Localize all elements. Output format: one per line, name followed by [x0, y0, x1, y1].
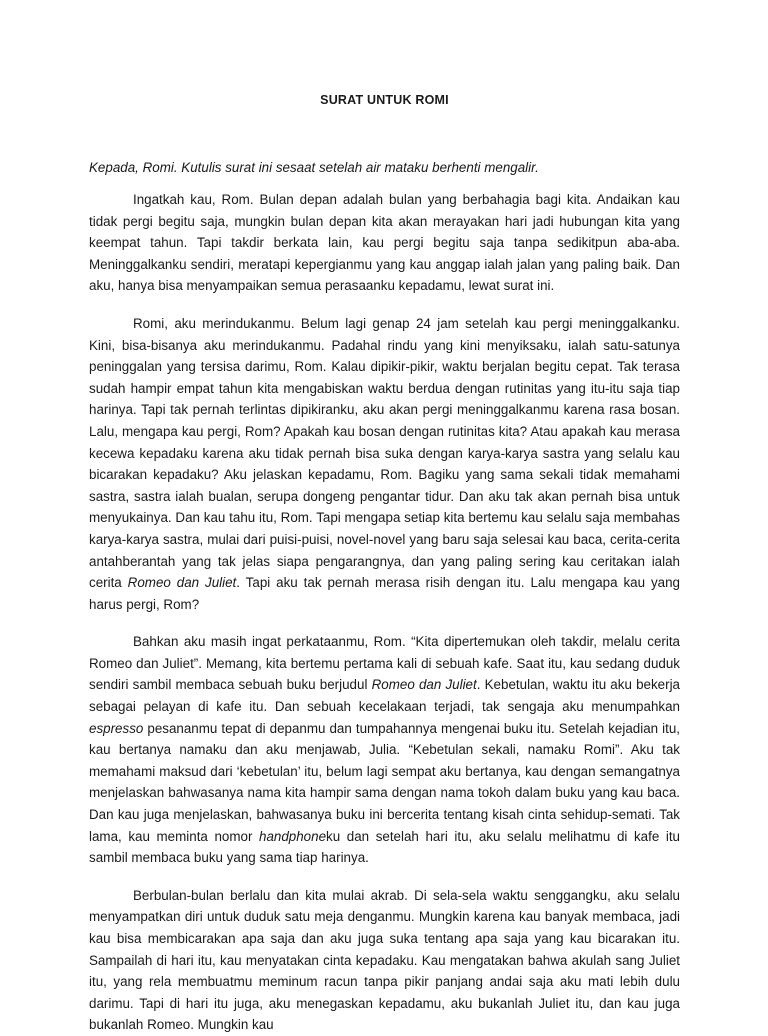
paragraph-3-book-title: Romeo dan Juliet [371, 677, 477, 693]
paragraph-1: Ingatkah kau, Rom. Bulan depan adalah bulan yang berbahagia bagi kita. Andaikan kau tidak pergi begitu saja, mungkin bulan depan kita akan merayakan hari jadi hubungan kita yang keempat tahun. Tapi takdir berkata lain, kau pergi begitu saja tanpa sedikitpun aba-aba. Meninggalkanku sendiri, meratapi kepergianmu yang kau anggap ialah jalan yang paling baik. Dan aku, hanya bisa menyampaikan semua perasaanku kepadamu, lewat surat ini. [89, 192, 680, 294]
paragraph-3-espresso: espresso [89, 720, 144, 736]
paragraph-2 [89, 313, 680, 615]
paragraph-4: Berbulan-bulan berlalu dan kita mulai akrab. Di sela-sela waktu senggangku, aku selalu menyampatkan diri untuk duduk satu meja denganmu. Mungkin karena kau banyak membaca, jadi kau bisa membicarakan apa saja dan aku juga suka tentang apa saja yang kau bicarakan itu. Sampailah di hari itu, kau menyatakan cinta kepadaku. Kau mengatakan bahwa akulah sang Juliet itu, yang rela membuatmu meminum racun tanpa pikir panjang andai saja aku mati lebih dulu darimu. Tapi di hari itu juga, aku menegaskan kepadamu, aku bukanlah Juliet itu, dan kau juga bukanlah Romeo. Mungkin kau [89, 887, 680, 1033]
letter-salutation: Kepada, Romi. Kutulis surat ini sesaat setelah air mataku berhenti mengalir. [89, 160, 539, 175]
paragraph-3 [89, 631, 680, 869]
paragraph-3-text-2: . Kebetulan, waktu itu aku bekerja sebagai pelayan di kafe itu. Dan sebuah kecelakaan terjadi, tak sengaja aku menumpahkan [89, 677, 680, 715]
paragraph-3-text-1: Bahkan aku masih ingat perkataanmu, Rom. “Kita dipertemukan oleh takdir, melalu cerita Romeo dan Juliet”. Memang, kita bertemu pertama kali di sebuah kafe. Saat itu, kau sedang duduk sendiri sambil membaca sebuah buku berjudul [89, 634, 680, 693]
paragraph-3-text-4: ku dan setelah hari itu, aku selalu melihatmu di kafe itu sambil membaca buku yang sama tiap harinya. [89, 828, 680, 866]
letter-title: SURAT UNTUK ROMI [320, 93, 449, 107]
paragraph-3-text-3: pesananmu tepat di depanmu dan tumpahannya mengenai buku itu. Setelah kejadian itu, kau bertanya namaku dan aku menjawab, Julia. “Kebetulan sekali, namaku Romi”. Aku tak memahami maksud dari ‘kebetulan’ itu, belum lagi sempat aku bertanya, kau dengan semangatnya menjelaskan bahwasanya nama kita hampir sama dengan nama tokoh dalam buku yang kau baca. Dan kau juga menjelaskan, bahwasanya buku ini bercerita tentang kisah cinta sehidup-semati. Tak lama, kau meminta nomor [89, 720, 680, 844]
paragraph-2-text-2: . Tapi aku tak pernah merasa risih dengan itu. Lalu mengapa kau yang harus pergi, Rom? [89, 575, 680, 612]
paragraph-2-book-title: Romeo dan Juliet [127, 575, 237, 591]
paragraph-2-text-1: Romi, aku merindukanmu. Belum lagi genap 24 jam setelah kau pergi meninggalkanku. Kini, bisa-bisanya aku merindukanmu. Padahal rindu yang kini menyiksaku, ialah satu-satunya peninggalan yang tersisa darimu, Rom. Kalau dipikir-pikir, waktu berjalan begitu cepat. Tak terasa sudah hampir empat tahun kita mengabiskan waktu berdua dengan rutinitas yang itu-itu saja tiap harinya. Tapi tak pernah terlintas dipikiranku, aku akan pergi meninggalkanmu karena rasa bosan. Lalu, mengapa kau pergi, Rom? Apakah kau bosan dengan rutinitas kita? Atau apakah kau merasa kecewa kepadaku karena aku tidak pernah bisa suka dengan karya-karya sastra yang selalu kau bicarakan kepadaku? Aku jelaskan kepadamu, Rom. Bagiku yang sama sekali tidak memahami sastra, sastra ialah bualan, serupa dongeng pengantar tidur. Dan aku tak akan pernah bisa untuk menyukainya. Dan kau tahu itu, Rom. Tapi mengapa setiap kita bertemu kau selalu saja membahas karya-karya sastra, mulai dari puisi-puisi, novel-novel yang baru saja selesai kau baca, cerita-cerita antahberantah yang tak jelas siapa pengarangnya, dan yang paling sering kau ceritakan ialah cerita [89, 315, 680, 591]
paragraph-3-handphone: handphone [259, 828, 327, 844]
